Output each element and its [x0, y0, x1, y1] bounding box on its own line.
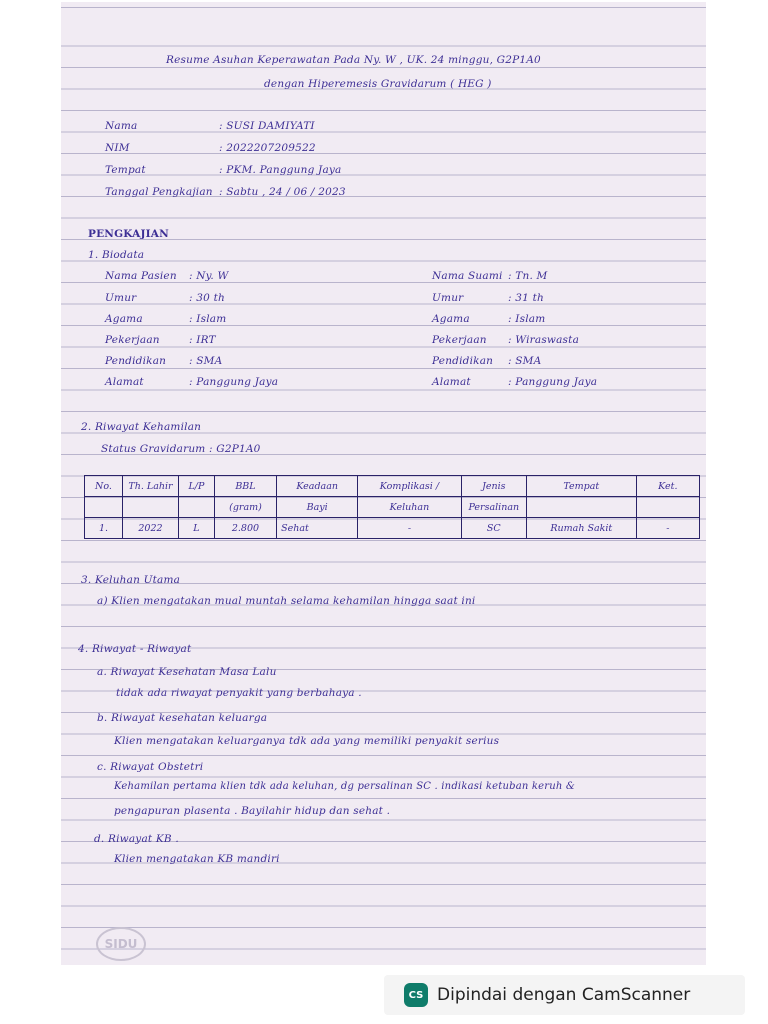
pasien-value: : SMA [189, 355, 223, 367]
table-row [85, 518, 700, 539]
suami-value: : Tn. M [508, 270, 548, 282]
riwayat-b-text: Klien mengatakan keluarganya tdk ada yang memiliki penyakit serius [114, 735, 500, 747]
pasien-value: : Panggung Jaya [189, 376, 279, 388]
suami-label: Umur [432, 292, 464, 304]
document-title: Resume Asuhan Keperawatan Pada Ny. W , UK. 24 minggu, G2P1A0 [166, 54, 541, 66]
table-header-cell [179, 497, 215, 518]
pasien-value: : Islam [189, 313, 227, 325]
suami-label: Pekerjaan [432, 334, 487, 346]
table-header-cell: Bayi [277, 497, 358, 518]
table-cell: - [358, 518, 461, 539]
table-header-cell: Tempat [526, 476, 636, 497]
identity-value: : PKM. Panggung Jaya [219, 164, 342, 176]
pregnancy-history-table [84, 475, 700, 539]
pasien-value: : IRT [189, 334, 216, 346]
table-header-cell: Persalinan [461, 497, 526, 518]
identity-value: : Sabtu , 24 / 06 / 2023 [219, 186, 346, 198]
riwayat-heading: 4. Riwayat - Riwayat [78, 643, 192, 655]
document-subtitle: dengan Hiperemesis Gravidarum ( HEG ) [264, 78, 492, 90]
pasien-label: Nama Pasien [105, 270, 177, 282]
riwayat-d-text: Klien mengatakan KB mandiri [114, 853, 280, 865]
paper-brand-logo: SIDU [96, 927, 146, 961]
table-header-cell: L/P [179, 476, 215, 497]
table-header-cell: Ket. [636, 476, 699, 497]
table-cell: 1. [85, 518, 123, 539]
table-cell: Rumah Sakit [526, 518, 636, 539]
table-header-cell: (gram) [214, 497, 276, 518]
riwayat-c-text: pengapuran plasenta . Bayilahir hidup dan sehat . [114, 805, 391, 817]
table-header-cell [122, 497, 178, 518]
pasien-value: : 30 th [189, 292, 225, 304]
riwayat-a-heading: a. Riwayat Kesehatan Masa Lalu [97, 666, 277, 678]
camscanner-watermark [384, 975, 745, 1015]
table-header-cell: Komplikasi / [358, 476, 461, 497]
gravidarum-status: Status Gravidarum : G2P1A0 [101, 443, 261, 455]
pasien-label: Pendidikan [105, 355, 167, 367]
biodata-heading: 1. Biodata [88, 249, 145, 261]
riwayat-b-heading: b. Riwayat kesehatan keluarga [97, 712, 268, 724]
table-cell: 2.800 [214, 518, 276, 539]
table-cell: SC [461, 518, 526, 539]
pasien-label: Pekerjaan [105, 334, 160, 346]
pasien-label: Umur [105, 292, 137, 304]
table-cell: 2022 [122, 518, 178, 539]
identity-label: Tanggal Pengkajian [105, 186, 213, 198]
suami-label: Alamat [432, 376, 471, 388]
table-header-cell [526, 497, 636, 518]
keluhan-text: a) Klien mengatakan mual muntah selama kehamilan hingga saat ini [97, 595, 476, 607]
suami-label: Agama [432, 313, 470, 325]
document-page [61, 2, 706, 965]
pasien-label: Agama [105, 313, 143, 325]
table-header-cell: Th. Lahir [122, 476, 178, 497]
suami-value: : 31 th [508, 292, 544, 304]
riwayat-c-text: Kehamilan pertama klien tdk ada keluhan, dg persalinan SC . indikasi ketuban keruh & [114, 781, 575, 792]
table-header-cell: Keadaan [277, 476, 358, 497]
table-header-cell [85, 497, 123, 518]
camscanner-label: Dipindai dengan CamScanner [437, 985, 691, 1005]
keluhan-heading: 3. Keluhan Utama [81, 574, 181, 586]
identity-value: : 2022207209522 [219, 142, 316, 154]
table-cell: Sehat [277, 518, 358, 539]
suami-label: Nama Suami [432, 270, 503, 282]
pasien-label: Alamat [105, 376, 144, 388]
camscanner-icon: CS [404, 983, 428, 1007]
suami-value: : Islam [508, 313, 546, 325]
section-title: PENGKAJIAN [88, 228, 169, 240]
pasien-value: : Ny. W [189, 270, 229, 282]
suami-value: : Panggung Jaya [508, 376, 598, 388]
suami-value: : SMA [508, 355, 542, 367]
riwayat-a-text: tidak ada riwayat penyakit yang berbahaya . [116, 687, 362, 699]
identity-value: : SUSI DAMIYATI [219, 120, 315, 132]
table-header-cell: BBL [214, 476, 276, 497]
table-header-row [85, 497, 700, 518]
table-header-cell [636, 497, 699, 518]
table-header-row [85, 476, 700, 497]
suami-value: : Wiraswasta [508, 334, 580, 346]
identity-label: NIM [105, 142, 130, 154]
riwayat-d-heading: d. Riwayat KB . [94, 833, 179, 845]
identity-label: Nama [105, 120, 138, 132]
identity-label: Tempat [105, 164, 146, 176]
table-header-cell: Jenis [461, 476, 526, 497]
table-header-cell: Keluhan [358, 497, 461, 518]
table-cell: L [179, 518, 215, 539]
riwayat-c-heading: c. Riwayat Obstetri [97, 761, 204, 773]
kehamilan-heading: 2. Riwayat Kehamilan [81, 421, 202, 433]
table-header-cell: No. [85, 476, 123, 497]
table-cell: - [636, 518, 699, 539]
suami-label: Pendidikan [432, 355, 494, 367]
